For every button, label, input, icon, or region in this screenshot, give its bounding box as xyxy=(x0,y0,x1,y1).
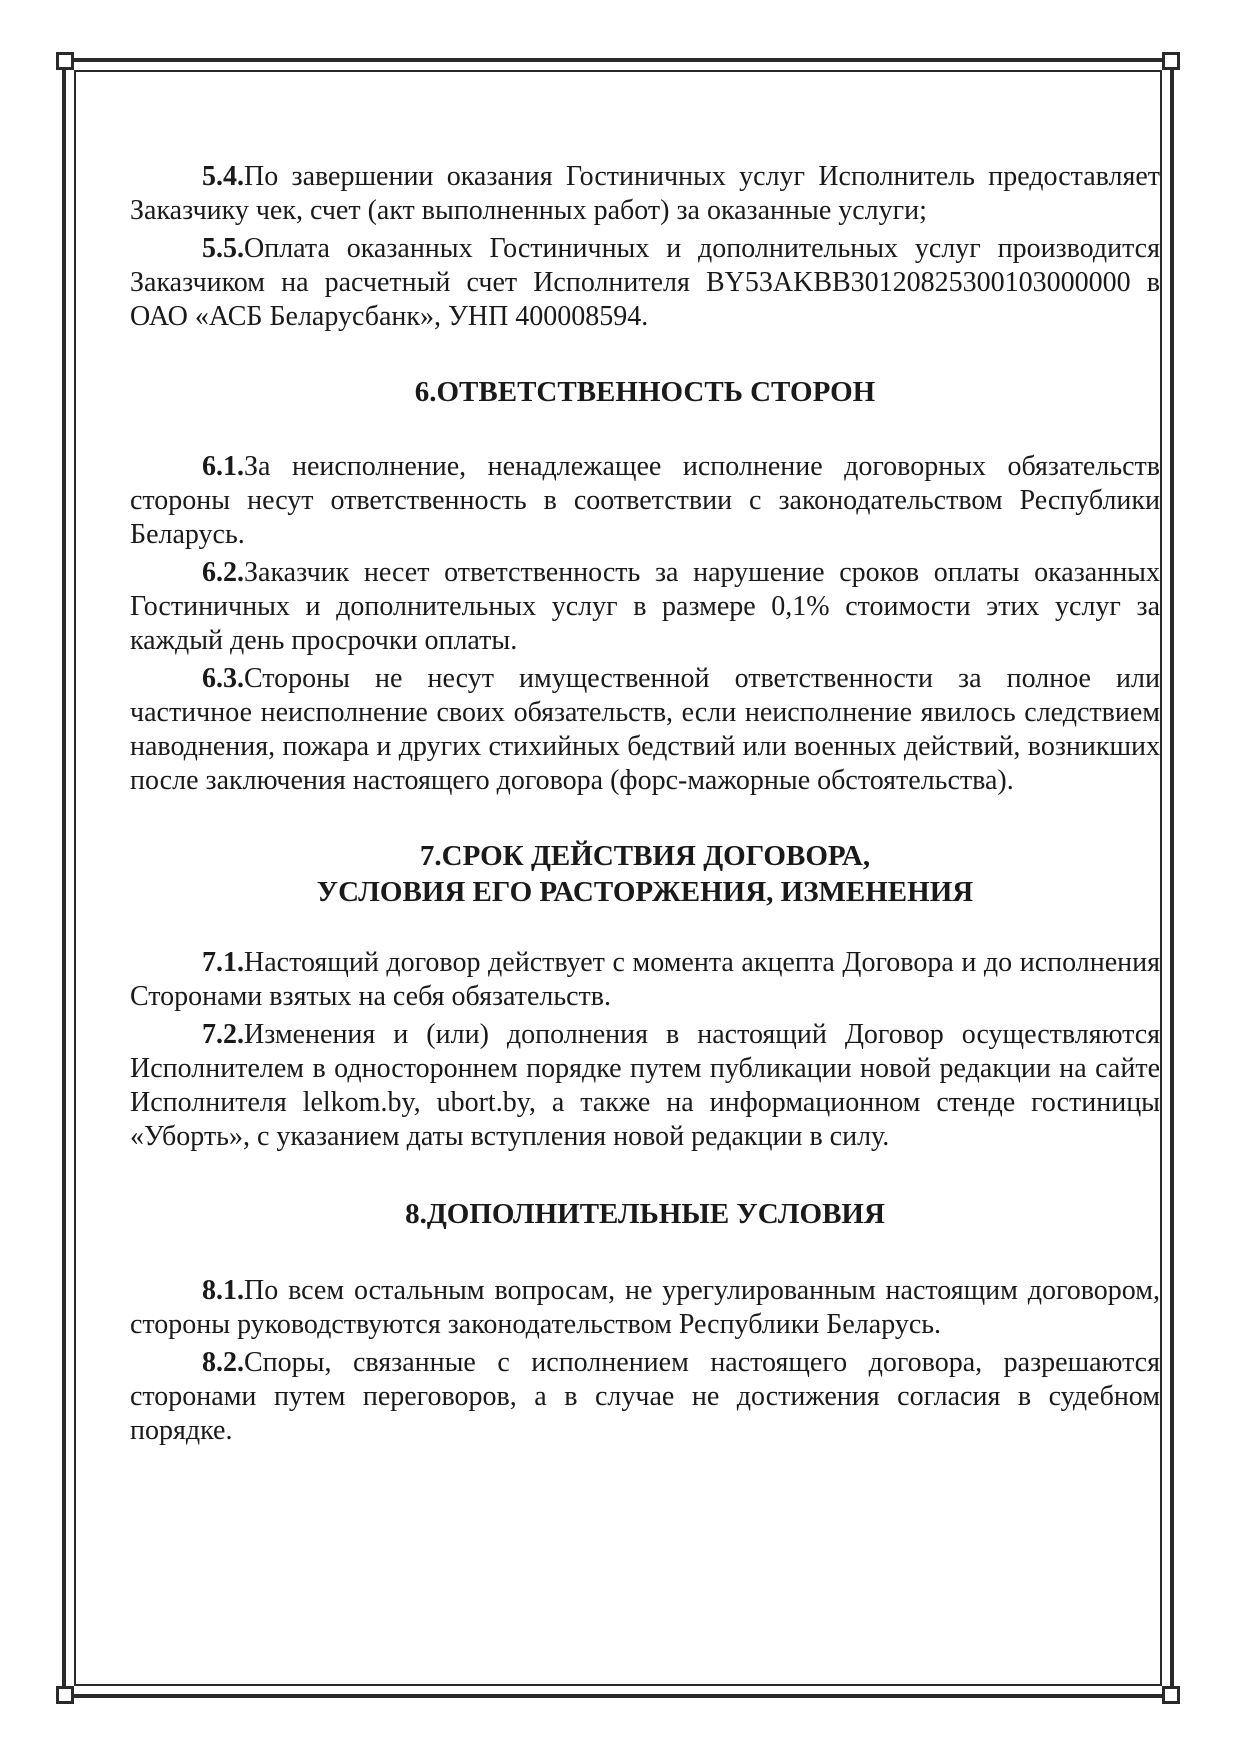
clause-7-2 xyxy=(130,1018,1160,1154)
border-corner-top-right xyxy=(1162,52,1180,70)
section-8-heading: 8.ДОПОЛНИТЕЛЬНЫЕ УСЛОВИЯ xyxy=(405,1198,885,1230)
clause-text: Стороны не несут имущественной ответственности за полное или частичное неисполнение своих обязательств, если неисполнение явилось следствием наводнения, пожара и других стихийных бедствий или военных действий, возникших после заключения настоящего договора (форс-мажорные обстоятельства). xyxy=(130,663,1160,796)
clause-text: За неисполнение, ненадлежащее исполнение договорных обязательств стороны несут ответственность в соответствии с законодательством Республики Беларусь. xyxy=(130,451,1160,550)
clause-number: 8.1. xyxy=(202,1275,244,1306)
document-body xyxy=(130,160,1160,1452)
clause-number: 5.5. xyxy=(202,233,244,264)
clause-number: 5.4. xyxy=(202,161,244,192)
clause-number: 6.3. xyxy=(202,663,244,694)
clause-text: По завершении оказания Гостиничных услуг Исполнитель предоставляет Заказчику чек, счет (акт выполненных работ) за оказанные услуги; xyxy=(130,161,1160,226)
clause-6-1 xyxy=(130,450,1160,552)
clause-number: 6.2. xyxy=(202,557,244,588)
clause-number: 6.1. xyxy=(202,451,244,482)
clause-5-5 xyxy=(130,232,1160,334)
clause-text: Изменения и (или) дополнения в настоящий Договор осуществляются Исполнителем в одностороннем порядке путем публикации новой редакции на сайте Исполнителя lelkom.by, ubort.by, а также на информационном стенде гостиницы «Уборть», с указанием даты вступления новой редакции в силу. xyxy=(130,1019,1160,1152)
border-corner-top-left xyxy=(56,52,74,70)
clause-8-1 xyxy=(130,1274,1160,1342)
clause-5-4 xyxy=(130,160,1160,228)
border-corner-bottom-left xyxy=(56,1686,74,1704)
clause-number: 8.2. xyxy=(202,1347,244,1378)
clause-7-1 xyxy=(130,946,1160,1014)
clause-text: Оплата оказанных Гостиничных и дополнительных услуг производится Заказчиком на расчетный счет Исполнителя BY53AKBB30120825300103000000 в ОАО «АСБ Беларусбанк», УНП 400008594. xyxy=(130,233,1160,332)
section-6-heading: 6.ОТВЕТСТВЕННОСТЬ СТОРОН xyxy=(414,376,876,408)
clause-text: Заказчик несет ответственность за нарушение сроков оплаты оказанных Гостиничных и дополнительных услуг в размере 0,1% стоимости этих услуг за каждый день просрочки оплаты. xyxy=(130,557,1160,656)
section-7-heading xyxy=(130,838,1160,910)
clause-text: По всем остальным вопросам, не урегулированным настоящим договором, стороны руководствуются законодательством Республики Беларусь. xyxy=(130,1275,1160,1340)
section-7-heading-line-2: УСЛОВИЯ ЕГО РАСТОРЖЕНИЯ, ИЗМЕНЕНИЯ xyxy=(316,876,974,908)
clause-8-2 xyxy=(130,1346,1160,1448)
clause-text: Споры, связанные с исполнением настоящего договора, разрешаются сторонами путем переговоров, а в случае не достижения согласия в судебном порядке. xyxy=(130,1347,1160,1446)
clause-number: 7.2. xyxy=(202,1019,244,1050)
clause-6-3 xyxy=(130,662,1160,798)
clause-text: Настоящий договор действует с момента акцепта Договора и до исполнения Сторонами взятых на себя обязательств. xyxy=(130,947,1160,1012)
clause-number: 7.1. xyxy=(202,947,244,978)
section-7-heading-line-1: 7.СРОК ДЕЙСТВИЯ ДОГОВОРА, xyxy=(419,840,871,872)
border-corner-bottom-right xyxy=(1162,1686,1180,1704)
clause-6-2 xyxy=(130,556,1160,658)
